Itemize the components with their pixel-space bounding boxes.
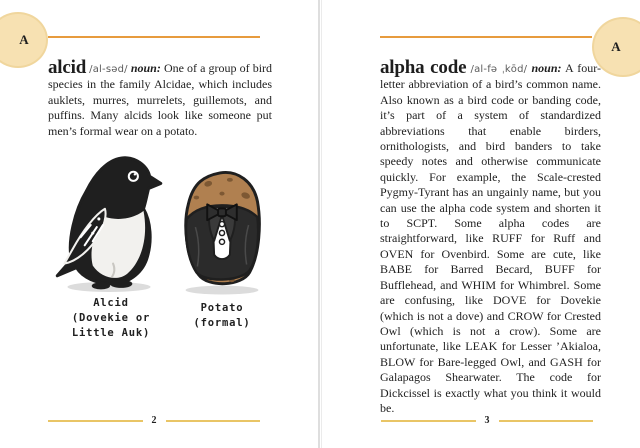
- section-tab-letter: A: [19, 32, 29, 47]
- bird-caption: [50, 296, 172, 341]
- bird-caption-detail-2: Little Auk): [71, 327, 151, 339]
- footer-rule: [381, 420, 476, 422]
- footer-rule: [499, 420, 594, 422]
- section-tab-a-left: [0, 12, 48, 68]
- definition-text: A four-letter abbreviation of a bird’s common name. Also known as a bird code or banding code, it’s part of a system of standardized abbreviations that enable birders, ornithologists, and bird banders to take speedy notes and otherwise communicate quickly. For example, the Scale-crested Pygmy-Tyrant has an ungainly name, but you can use the alpha code system and shorten it to SCPT. Some alpha codes are straightforward, like RUFF for Ruff and OVEN for Ovenbird. Some are cute, like BABE for Barred Becard, BUFF for Bufflehead, and WHIM for Whimbrel. Some are confusing, like DOVE for Dovekie (which is not a dove) and CROW for Crested Owl (which is not a crow). Some are unfortunate, like LEAK for Lesser ’Akialoa, BLOW for Bare-legged Owl, and GASH for Galapagos Shearwater. The code for Dickcissel is exactly what you think it would be.: [380, 61, 602, 415]
- page-number: 2: [151, 415, 157, 426]
- part-of-speech: noun:: [130, 61, 161, 75]
- top-rule-left-page: [48, 36, 260, 38]
- potato-caption-name: Potato: [200, 302, 244, 314]
- bird-caption-detail-1: (Dovekie or: [71, 312, 151, 324]
- section-tab-letter: A: [611, 39, 621, 54]
- alcid-illustration: [50, 152, 276, 338]
- footer-left-page: [48, 414, 260, 428]
- entry-alpha-code: [380, 57, 602, 416]
- gutter-highlight-line: [321, 0, 322, 448]
- potato-caption: [170, 301, 274, 331]
- potato-formal-illustration: [174, 168, 270, 296]
- potato-caption-detail: (formal): [193, 317, 251, 329]
- book-gutter: [317, 0, 323, 448]
- footer-rule: [166, 420, 261, 422]
- entry-alcid: [48, 57, 273, 139]
- alcid-bird-illustration: [52, 152, 166, 294]
- top-rule-right-page: [380, 36, 592, 38]
- pronunciation: /al-səd/: [89, 64, 128, 75]
- bird-caption-name: Alcid: [93, 297, 129, 309]
- pronunciation: /al-fə ˌkōd/: [470, 64, 528, 75]
- headword-alcid: alcid: [48, 57, 87, 78]
- part-of-speech: noun:: [531, 61, 562, 75]
- headword-alpha-code: alpha code: [380, 57, 467, 78]
- gutter-shadow-line: [318, 0, 320, 448]
- page-number: 3: [484, 415, 490, 426]
- footer-rule: [48, 420, 143, 422]
- definition-text: One of a group of bird species in the family Alcidae, which includes auklets, murres, murrelets, guillemots, and puffins. Many alcids look like someone put men’s formal wear on a potato.: [48, 61, 273, 138]
- footer-right-page: [381, 414, 593, 428]
